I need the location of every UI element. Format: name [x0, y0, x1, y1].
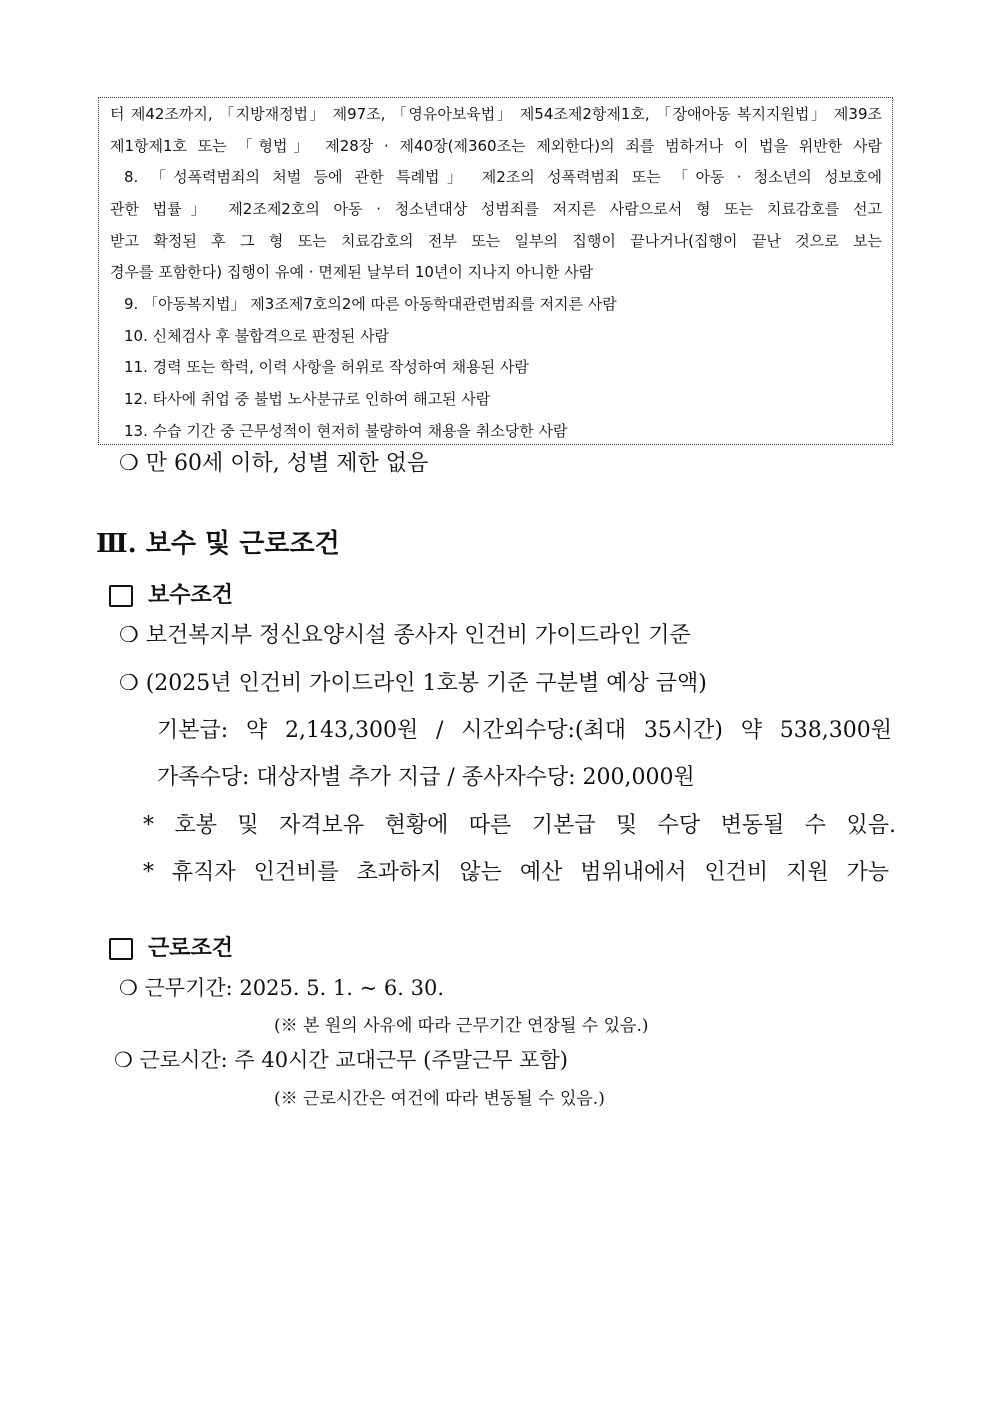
pay-family-worker-allowance: 가족수당: 대상자별 추가 지급 / 종사자수당: 200,000원	[157, 765, 695, 790]
checkbox-icon	[109, 585, 133, 607]
section-heading: Ⅲ. 보수 및 근로조건	[96, 529, 340, 559]
pay-bullet-estimate: ❍ (2025년 인건비 가이드라인 1호봉 기준 구분별 예상 금액)	[119, 671, 707, 696]
work-period: ❍ 근무기간: 2025. 5. 1. ~ 6. 30.	[119, 976, 444, 1000]
age-gender-note: ❍ 만 60세 이하, 성별 제한 없음	[119, 451, 429, 476]
pay-note-leave-budget: * 휴직자 인건비를 초과하지 않는 예산 범위내에서 인건비 지원 가능	[143, 860, 889, 885]
work-period-note: (※ 본 원의 사유에 따라 근무기간 연장될 수 있음.)	[274, 1016, 649, 1036]
pay-note-variation: * 호봉 및 자격보유 현황에 따른 기본급 및 수당 변동될 수 있음.	[143, 813, 896, 838]
criteria-item-8-line-1: 8. 「성폭력범죄의 처벌 등에 관한 특례법」 제2조의 성폭력범죄 또는 「아동 · 청소년의 성보호에	[124, 168, 882, 186]
criteria-item-11: 11. 경력 또는 학력, 이력 사항을 허위로 작성하여 채용된 사람	[124, 358, 529, 376]
pay-basic-overtime: 기본급: 약 2,143,300원 / 시간외수당:(최대 35시간) 약 538,300원	[157, 718, 892, 743]
criteria-item-8-line-3: 받고 확정된 후 그 형 또는 치료감호의 전부 또는 일부의 집행이 끝나거나(집행이 끝난 것으로 보는	[110, 232, 882, 250]
work-conditions-title: 근로조건	[148, 935, 234, 961]
pay-bullet-guideline: ❍ 보건복지부 정신요양시설 종사자 인건비 가이드라인 기준	[119, 623, 691, 648]
criteria-item-8-line-2: 관한 법률」 제2조제2호의 아동 · 청소년대상 성범죄를 저지른 사람으로서 형 또는 치료감호를 선고	[110, 200, 882, 218]
criteria-line-1: 터 제42조까지, 「지방재정법」 제97조, 「영유아보육법」 제54조제2항제1호, 「장애아동 복지지원법」 제39조	[110, 105, 882, 123]
criteria-item-8-line-4: 경우를 포함한다) 집행이 유예 · 면제된 날부터 10년이 지나지 아니한 사람	[110, 263, 594, 281]
criteria-line-2: 제1항제1호 또는 「형법」 제28장 · 제40장(제360조는 제외한다)의 죄를 범하거나 이 법을 위반한 사람	[110, 137, 882, 155]
criteria-item-12: 12. 타사에 취업 중 불법 노사분규로 인하여 해고된 사람	[124, 390, 491, 408]
work-hours-note: (※ 근로시간은 여건에 따라 변동될 수 있음.)	[274, 1089, 605, 1109]
work-hours: ❍ 근로시간: 주 40시간 교대근무 (주말근무 포함)	[114, 1048, 568, 1072]
criteria-item-10: 10. 신체검사 후 불합격으로 판정된 사람	[124, 327, 390, 345]
criteria-item-13: 13. 수습 기간 중 근무성적이 현저히 불량하여 채용을 취소당한 사람	[124, 422, 568, 440]
pay-conditions-title: 보수조건	[148, 582, 234, 608]
checkbox-icon	[109, 938, 133, 960]
criteria-item-9: 9. 「아동복지법」 제3조제7호의2에 따른 아동학대관련범죄를 저지른 사람	[124, 295, 617, 313]
